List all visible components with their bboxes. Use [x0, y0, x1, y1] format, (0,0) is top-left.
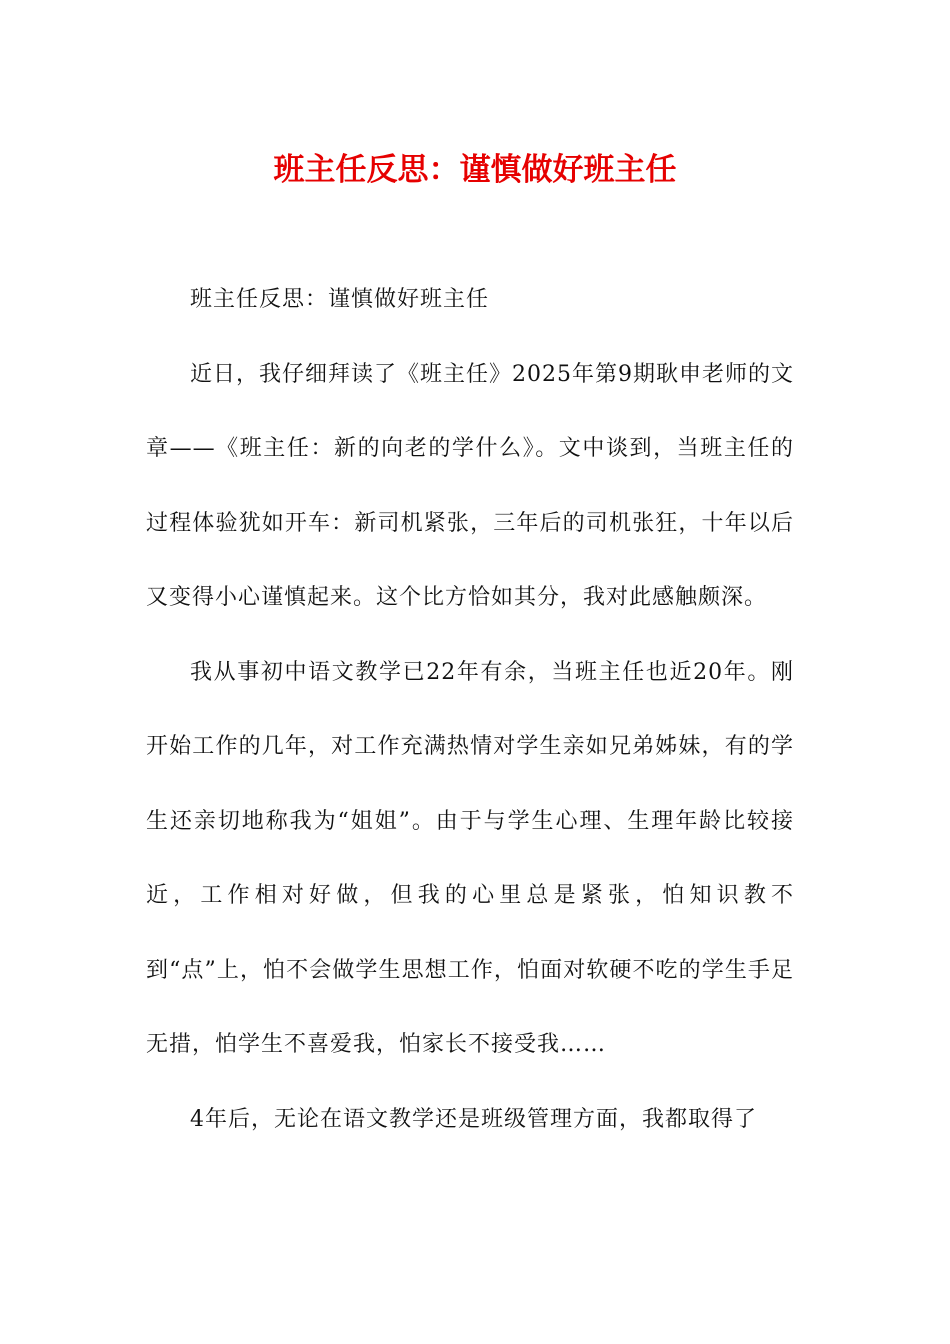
- paragraph-subtitle: 班主任反思：谨慎做好班主任: [190, 287, 490, 312]
- paragraph-intro: 近日，我仔细拜读了《班主任》2025年第9期耿申老师的文章——《班主任：新的向老的学什么》。文中谈到，当班主任的过程体验犹如开车：新司机紧张，三年后的司机张狂，十年以后又变得小心谨慎起来。这个比方恰如其分，我对此感触颇深。: [146, 361, 794, 610]
- document-body: [146, 263, 794, 1157]
- paragraph-later: 4年后，无论在语文教学还是班级管理方面，我都取得了: [190, 1106, 757, 1132]
- document-title: 班主任反思：谨慎做好班主任: [273, 152, 677, 188]
- paragraph-experience: 我从事初中语文教学已22年有余，当班主任也近20年。刚开始工作的几年，对工作充满热情对学生亲如兄弟姊妹，有的学生还亲切地称我为“姐姐”。由于与学生心理、生理年龄比较接近，工作相对好做，但我的心里总是紧张，怕知识教不到“点”上，怕不会做学生思想工作，怕面对软硬不吃的学生手足无措，怕学生不喜爱我，怕家长不接受我……: [146, 659, 794, 1057]
